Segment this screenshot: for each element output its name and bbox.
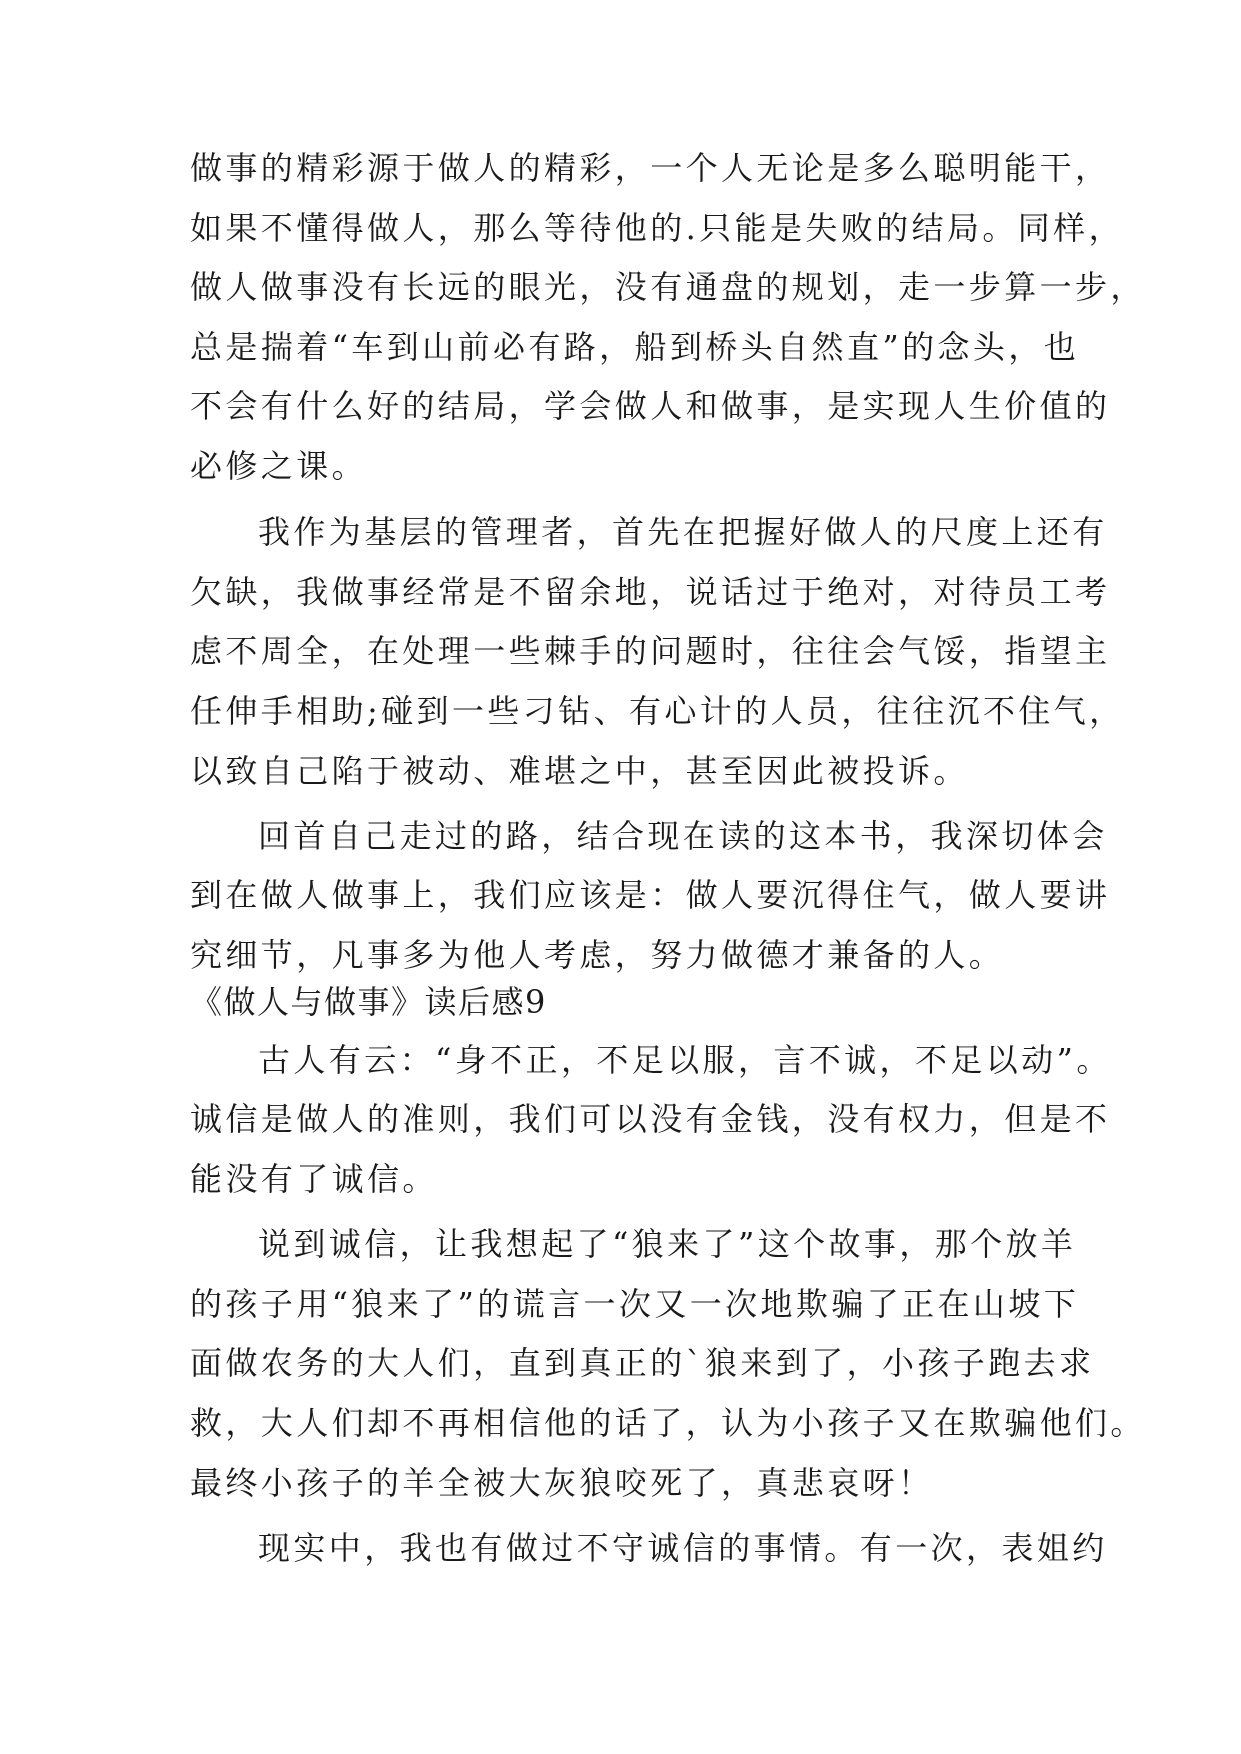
section-heading: 《做人与做事》读后感9: [190, 983, 547, 1021]
paragraph-first-line: 现实中，我也有做过不守诚信的事情。有一次，表姐约: [258, 1529, 1108, 1567]
text-line: 欠缺，我做事经常是不留余地，说话过于绝对，对待员工考: [190, 573, 1111, 611]
text-line: 做人做事没有长远的眼光，没有通盘的规划，走一步算一步，: [190, 268, 1146, 306]
text-line: 能没有了诚信。: [190, 1160, 438, 1198]
text-line: 到在做人做事上，我们应该是：做人要沉得住气，做人要讲: [190, 876, 1111, 914]
text-line: 必修之课。: [190, 447, 368, 485]
text-line: 救，大人们却不再相信他的话了，认为小孩子又在欺骗他们。: [190, 1404, 1146, 1442]
text-line: 的孩子用“狼来了”的谎言一次又一次地欺骗了正在山坡下: [190, 1285, 1080, 1323]
paragraph-first-line: 说到诚信，让我想起了“狼来了”这个故事，那个放羊: [258, 1225, 1077, 1263]
text-line: 做事的精彩源于做人的精彩，一个人无论是多么聪明能干，: [190, 149, 1111, 187]
paragraph-first-line: 回首自己走过的路，结合现在读的这本书，我深切体会: [258, 817, 1108, 855]
text-line: 诚信是做人的准则，我们可以没有金钱，没有权力，但是不: [190, 1100, 1111, 1138]
text-line: 面做农务的大人们，直到真正的`狼来到了，小孩子跑去求: [190, 1344, 1095, 1382]
text-line: 任伸手相助;碰到一些刁钻、有心计的人员，往往沉不住气，: [190, 692, 1125, 730]
text-line: 最终小孩子的羊全被大灰狼咬死了，真悲哀呀！: [190, 1464, 934, 1502]
text-line: 以致自己陷于被动、难堪之中，甚至因此被投诉。: [190, 752, 969, 790]
text-line: 总是揣着“车到山前必有路，船到桥头自然直”的念头，也: [190, 328, 1080, 366]
paragraph-first-line: 古人有云：“身不正，不足以服，言不诚，不足以动”。: [258, 1041, 1112, 1079]
text-line: 如果不懂得做人，那么等待他的.只能是失败的结局。同样，: [190, 209, 1124, 247]
text-line: 究细节，凡事多为他人考虑，努力做德才兼备的人。: [190, 936, 1005, 974]
paragraph-first-line: 我作为基层的管理者，首先在把握好做人的尺度上还有: [258, 513, 1108, 551]
text-line: 不会有什么好的结局，学会做人和做事，是实现人生价值的: [190, 387, 1111, 425]
text-line: 虑不周全，在处理一些棘手的问题时，往往会气馁，指望主: [190, 632, 1111, 670]
